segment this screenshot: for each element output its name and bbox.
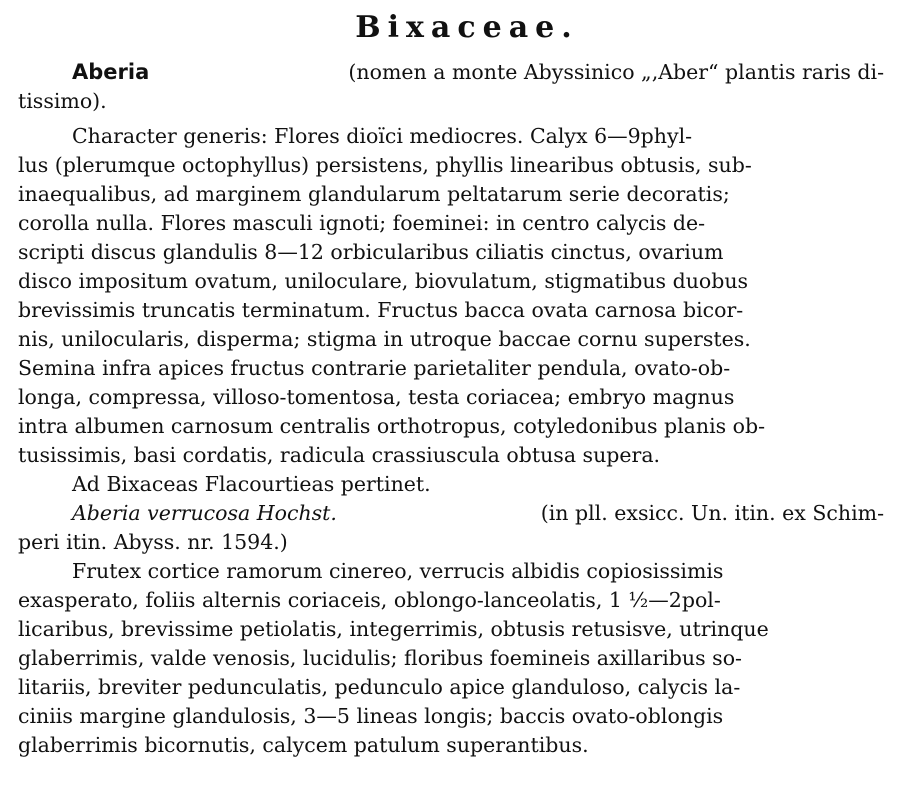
character-line: Character generis: Flores dioïci mediocres. Calyx 6—9phyl- [72,124,693,148]
species-citation-1: (in pll. exsicc. Un. itin. ex Schim- [540,501,884,525]
affinity-text: Ad Bixaceas Flacourtieas pertinet. [72,472,431,496]
character-line: tusissimis, basi cordatis, radicula crassiuscula obtusa supera. [18,443,661,467]
genus-etymology-2: tissimo). [18,89,107,113]
description-line: Frutex cortice ramorum cinereo, verrucis albidis copiosissimis [72,559,724,583]
affinity-paragraph [18,470,884,499]
description-line: glaberrimis, valde venosis, lucidulis; floribus foemineis axillaribus so- [18,646,742,670]
character-line: lus (plerumque octophyllus) persistens, phyllis linearibus obtusis, sub- [18,153,752,177]
character-line: intra albumen carnosum centralis orthotropus, cotyledonibus planis ob- [18,414,766,438]
family-title: Bixaceae. [355,10,579,45]
description-line: glaberrimis bicornutis, calycem patulum superantibus. [18,733,589,757]
character-line: scripti discus glandulis 8—12 orbicularibus ciliatis cinctus, ovarium [18,240,724,264]
description-line: exasperato, foliis alternis coriaceis, oblongo-lanceolatis, 1 ½—2pol- [18,588,721,612]
species-paragraph [18,499,884,557]
genus-etymology-1: (nomen a monte Abyssinico „‚Aber“ plantis raris di- [348,60,884,84]
character-line: disco impositum ovatum, uniloculare, biovulatum, stigmatibus duobus [18,269,749,293]
page [18,8,884,760]
character-paragraph [18,122,884,470]
character-line: Semina infra apices fructus contrarie parietaliter pendula, ovato-ob- [18,356,731,380]
description-line: licaribus, brevissime petiolatis, integerrimis, obtusis retusisve, utrinque [18,617,769,641]
character-line: inaequalibus, ad marginem glandularum peltatarum serie decoratis; [18,182,730,206]
character-line: brevissimis truncatis terminatum. Fructus bacca ovata carnosa bicor- [18,298,744,322]
genus-name: Aberia [72,60,150,84]
species-citation-2: peri itin. Abyss. nr. 1594.) [18,530,288,554]
species-line-1 [18,499,884,528]
description-line: litariis, breviter pedunculatis, pedunculo apice glanduloso, calycis la- [18,675,741,699]
character-line: nis, unilocularis, disperma; stigma in utroque baccae cornu superstes. [18,327,751,351]
species-name: Aberia verrucosa Hochst. [72,501,337,525]
character-line: corolla nulla. Flores masculi ignoti; foeminei: in centro calycis de- [18,211,706,235]
genus-line-1 [18,58,884,87]
description-line: ciniis margine glandulosis, 3—5 lineas longis; baccis ovato-oblongis [18,704,724,728]
description-paragraph [18,557,884,760]
genus-paragraph [18,58,884,116]
character-line: longa, compressa, villoso-tomentosa, testa coriacea; embryo magnus [18,385,735,409]
